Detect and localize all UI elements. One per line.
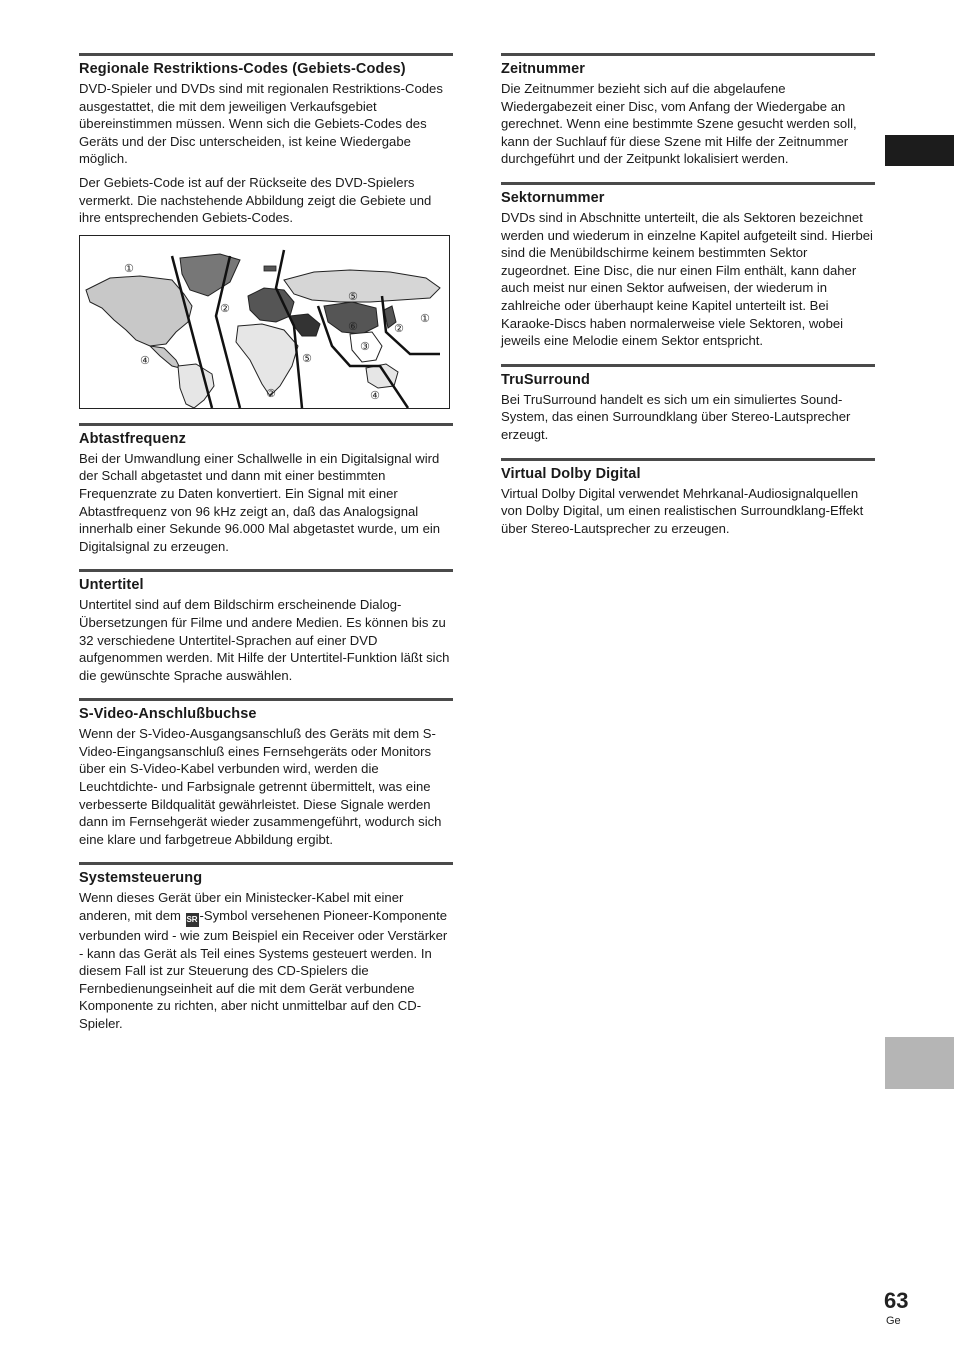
- paragraph: Bei TruSurround handelt es sich um ein simuliertes Sound-System, das einen Surroundklang über Stereo-Lautsprecher erzeugt.: [501, 391, 851, 442]
- map-label-1: ①: [124, 261, 134, 275]
- region-map: [79, 235, 450, 409]
- world-map-svg: [80, 236, 449, 408]
- right-column: [501, 53, 875, 551]
- map-central-america: [150, 346, 180, 368]
- map-label-2: ②: [220, 301, 230, 315]
- map-label-3: ③: [360, 339, 370, 353]
- map-label-4: ④: [140, 353, 150, 367]
- sr-icon: SR: [186, 913, 199, 927]
- map-label-1: ①: [420, 311, 430, 325]
- heading-trusurround: TruSurround: [501, 371, 590, 388]
- section-abtastfrequenz: [79, 423, 453, 556]
- map-label-5: ⑤: [302, 351, 312, 365]
- heading-s-video: S-Video-Anschlußbuchse: [79, 706, 257, 723]
- text-run: -Symbol versehenen Pioneer-Komponente verbunden wird - wie zum Beispiel ein Receiver oder Verstärker - kann das Gerät als Teil eines Systems gesteuert werden. In diesem Fall ist zur Steuerung des CD-Spielers die Fernbedienungseinheit auf die mit dem Gerät verbundene Komponente zu richten, aber nicht unmittelbar auf den CD-Spieler.: [79, 908, 448, 1031]
- section-zeitnummer: [501, 53, 875, 168]
- left-column: [79, 53, 453, 1047]
- map-europe: [248, 288, 294, 322]
- map-south-america: [178, 364, 214, 408]
- paragraph: DVD-Spieler und DVDs sind mit regionalen Restriktions-Codes ausgestattet, die mit dem jeweiligen Verkaufsgebiet übereinstimmen müssen. Wenn sich die Gebiets-Codes des Geräts und der Disc unterscheiden, ist keine Wiedergabe möglich.: [79, 81, 443, 167]
- chapter-tab-dark: [885, 135, 954, 166]
- map-north-america: [86, 276, 192, 346]
- section-s-video: [79, 698, 453, 848]
- heading-virtual-dolby-digital: Virtual Dolby Digital: [501, 465, 641, 482]
- map-label-4: ④: [370, 388, 380, 402]
- page-language: Ge: [886, 1315, 901, 1327]
- paragraph: Die Zeitnummer bezieht sich auf die abgelaufene Wiedergabezeit einer Disc, vom Anfang der Wiedergabe an gerechnet. Wenn eine bestimmte Szene gesucht werden soll, kann der Suchlauf für diese Szene mit Hilfe der Zeitnummer durchgeführt und der Zeitpunkt lokalisiert werden.: [501, 81, 857, 167]
- heading-systemsteuerung: Systemsteuerung: [79, 870, 203, 887]
- section-sektornummer: [501, 182, 875, 350]
- section-systemsteuerung: [79, 862, 453, 1032]
- paragraph: Wenn der S-Video-Ausgangsanschluß des Geräts mit dem S-Video-Eingangsanschluß eines Fernsehgeräts oder Monitors über ein S-Video-Kabel verbunden wird, werden die Leuchtdichte- und Farbsignale getrennt übermittelt, was eine verbesserte Bildqualität gewährleistet. Diese Signale werden dann im Fernsehgerät wieder zusammengeführt, wodurch sich eine klare und farbgetreue Abbildung ergibt.: [79, 726, 442, 847]
- paragraph: DVDs sind in Abschnitte unterteilt, die als Sektoren bezeichnet werden und wiederum in einzelne Kapitel aufgeteilt sind. Hierbei sind die Menübildschirme keinem bestimmten Sektor zugeordnet. Eine Disc, die nur einen Film enthält, kann daher auch meist nur einen Sektor aufweisen, der wiederum in zahlreiche oder überhaupt keine Kapitel unterteilt ist. Bei Karaoke-Discs haben normalerweise viele Sektoren, wobei jeweils eine Melodie einem Sektor entspricht.: [501, 209, 873, 349]
- map-label-2: ②: [266, 386, 276, 400]
- heading-untertitel: Untertitel: [79, 577, 144, 594]
- heading-regional-codes: Regionale Restriktions-Codes (Gebiets-Codes): [79, 61, 406, 77]
- section-regional-codes: [79, 53, 453, 409]
- text-run: Wenn dieses Gerät über ein Ministecker-Kabel mit einer anderen, mit dem: [79, 890, 404, 924]
- heading-zeitnummer: Zeitnummer: [501, 61, 585, 77]
- map-russia: [284, 270, 440, 302]
- section-trusurround: [501, 364, 875, 444]
- map-africa: [236, 324, 298, 396]
- paragraph: Virtual Dolby Digital verwendet Mehrkanal-Audiosignalquellen von Dolby Digital, um einen realistischen Surroundklang-Effekt über Stereo-Lautsprecher zu erzeugen.: [501, 485, 864, 536]
- heading-sektornummer: Sektornummer: [501, 189, 605, 206]
- map-island: [264, 266, 276, 271]
- heading-abtastfrequenz: Abtastfrequenz: [79, 430, 186, 447]
- chapter-tab-grey: [885, 1037, 954, 1089]
- map-greenland: [180, 254, 240, 296]
- paragraph: Bei der Umwandlung einer Schallwelle in ein Digitalsignal wird der Schall abgetastet und dann mit einer bestimmten Frequenzrate zu Daten konvertiert. Ein Signal mit einer Abtastfrequenz von 96 kHz zeigt an, daß das Analogsignal innerhalb einer Sekunde 96.000 Mal abgetastet wurde, um ein Digitalsignal zu erzeugen.: [79, 450, 441, 554]
- paragraph: Der Gebiets-Code ist auf der Rückseite des DVD-Spielers vermerkt. Die nachstehende Abbildung zeigt die Gebiete und ihre entsprechenden Gebiets-Codes.: [79, 174, 432, 226]
- page-number: 63: [884, 1288, 909, 1313]
- paragraph: Untertitel sind auf dem Bildschirm erscheinende Dialog-Übersetzungen für Filme und andere Medien. Es können bis zu 32 verschiedene Untertitel-Sprachen auf einer DVD aufgenommen werden. Mit Hilfe der Untertitel-Funktion läßt sich die gewünschte Sprache auswählen.: [79, 597, 450, 683]
- section-untertitel: [79, 569, 453, 684]
- section-virtual-dolby-digital: [501, 458, 875, 538]
- map-label-5: ⑤: [348, 289, 358, 303]
- map-label-2: ②: [394, 321, 404, 335]
- map-label-6: ⑥: [348, 319, 358, 333]
- paragraph: [79, 889, 453, 1032]
